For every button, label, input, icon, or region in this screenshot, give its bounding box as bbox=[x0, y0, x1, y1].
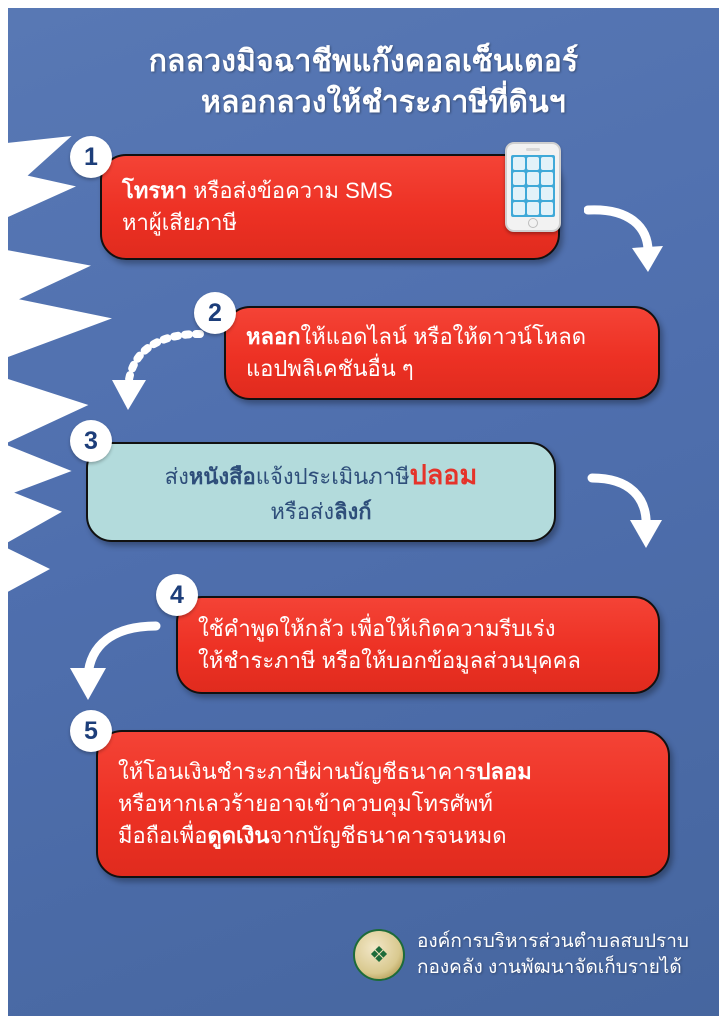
step-4-line-1: ใช้คำพูดให้กลัว เพื่อให้เกิดความรีบเร่ง bbox=[198, 616, 556, 642]
step-5-bold: ปลอม bbox=[476, 759, 532, 785]
step-1-rest: หรือส่งข้อความ SMS bbox=[187, 178, 393, 204]
step-2-line-1 bbox=[246, 321, 638, 353]
phone-home-button bbox=[528, 218, 538, 228]
government-seal-icon: ❖ bbox=[353, 929, 405, 981]
step-5-line-2: หรือหากเลวร้ายอาจเข้าควบคุมโทรศัพท์ bbox=[118, 791, 493, 817]
smartphone-icon bbox=[505, 142, 561, 232]
step-1-text bbox=[102, 165, 558, 249]
step-2-rest: ให้แอดไลน์ หรือให้ดาวน์โหลด bbox=[300, 324, 587, 350]
step-4-card bbox=[176, 596, 660, 694]
step-5-pre: ให้โอนเงินชำระภาษีผ่านบัญชีธนาคาร bbox=[118, 759, 477, 785]
step-5-text bbox=[98, 746, 668, 862]
step-4-number: 4 bbox=[156, 574, 198, 616]
footer-org-line-1: องค์การบริหารส่วนตำบลสบปราบ bbox=[416, 930, 689, 952]
decorative-zigzag-3 bbox=[8, 478, 98, 608]
phone-screen bbox=[511, 155, 555, 217]
step-1-bold: โทรหา bbox=[122, 178, 187, 204]
step-3-number: 3 bbox=[70, 420, 112, 462]
arrow-step4-to-step5-icon bbox=[56, 614, 166, 714]
footer bbox=[353, 929, 689, 982]
step-3-bold: หนังสือ bbox=[188, 464, 256, 490]
step-2-card bbox=[224, 306, 660, 400]
step-3-text bbox=[88, 446, 554, 537]
title-line-2: หลอกลวงให้ชำระภาษีที่ดินฯ bbox=[201, 85, 566, 119]
arrow-step1-to-step2-icon bbox=[584, 204, 664, 284]
step-3-pre: ส่ง bbox=[164, 464, 189, 490]
step-4-text bbox=[178, 603, 658, 687]
poster-title bbox=[8, 42, 719, 123]
step-5-line3-bold: ดูดเงิน bbox=[207, 822, 270, 848]
phone-speaker bbox=[526, 148, 540, 151]
step-1-card bbox=[100, 154, 560, 260]
arrow-step2-to-step3-icon bbox=[96, 324, 206, 424]
step-2-number: 2 bbox=[194, 292, 236, 334]
step-3-line2-pre: หรือส่ง bbox=[270, 498, 335, 524]
title-line-1: กลลวงมิจฉาชีพแก๊งคอลเซ็นเตอร์ bbox=[148, 45, 579, 78]
step-5-line-3 bbox=[118, 820, 648, 852]
poster-background bbox=[8, 8, 719, 1016]
step-2-line-2: แอปพลิเคชันอื่น ๆ bbox=[246, 356, 414, 381]
step-4-line-2: ให้ชำระภาษี หรือให้บอกข้อมูลส่วนบุคคล bbox=[198, 648, 581, 673]
step-5-card bbox=[96, 730, 670, 878]
step-3-highlight: ปลอม bbox=[409, 460, 478, 491]
footer-org bbox=[417, 929, 689, 982]
step-5-line-1 bbox=[118, 756, 648, 788]
step-1-number: 1 bbox=[70, 136, 112, 178]
step-3-line2-bold: ลิงก์ bbox=[334, 498, 372, 524]
step-5-line3-pre: มือถือเพื่อ bbox=[118, 822, 208, 848]
step-3-line-1 bbox=[108, 456, 534, 495]
step-3-rest: แจ้งประเมินภาษี bbox=[255, 464, 410, 490]
footer-org-line-2: กองคลัง งานพัฒนาจัดเก็บรายได้ bbox=[416, 957, 682, 979]
step-1-line-1 bbox=[122, 175, 538, 207]
step-5-number: 5 bbox=[70, 710, 112, 752]
step-3-card bbox=[86, 442, 556, 542]
step-3-line-2 bbox=[108, 496, 534, 528]
step-2-bold: หลอก bbox=[246, 324, 301, 350]
step-1-line-2: หาผู้เสียภาษี bbox=[122, 210, 237, 235]
step-2-text bbox=[226, 311, 658, 395]
arrow-step3-to-step4-icon bbox=[586, 470, 666, 560]
step-5-line3-rest: จากบัญชีธนาคารจนหมด bbox=[269, 822, 507, 848]
